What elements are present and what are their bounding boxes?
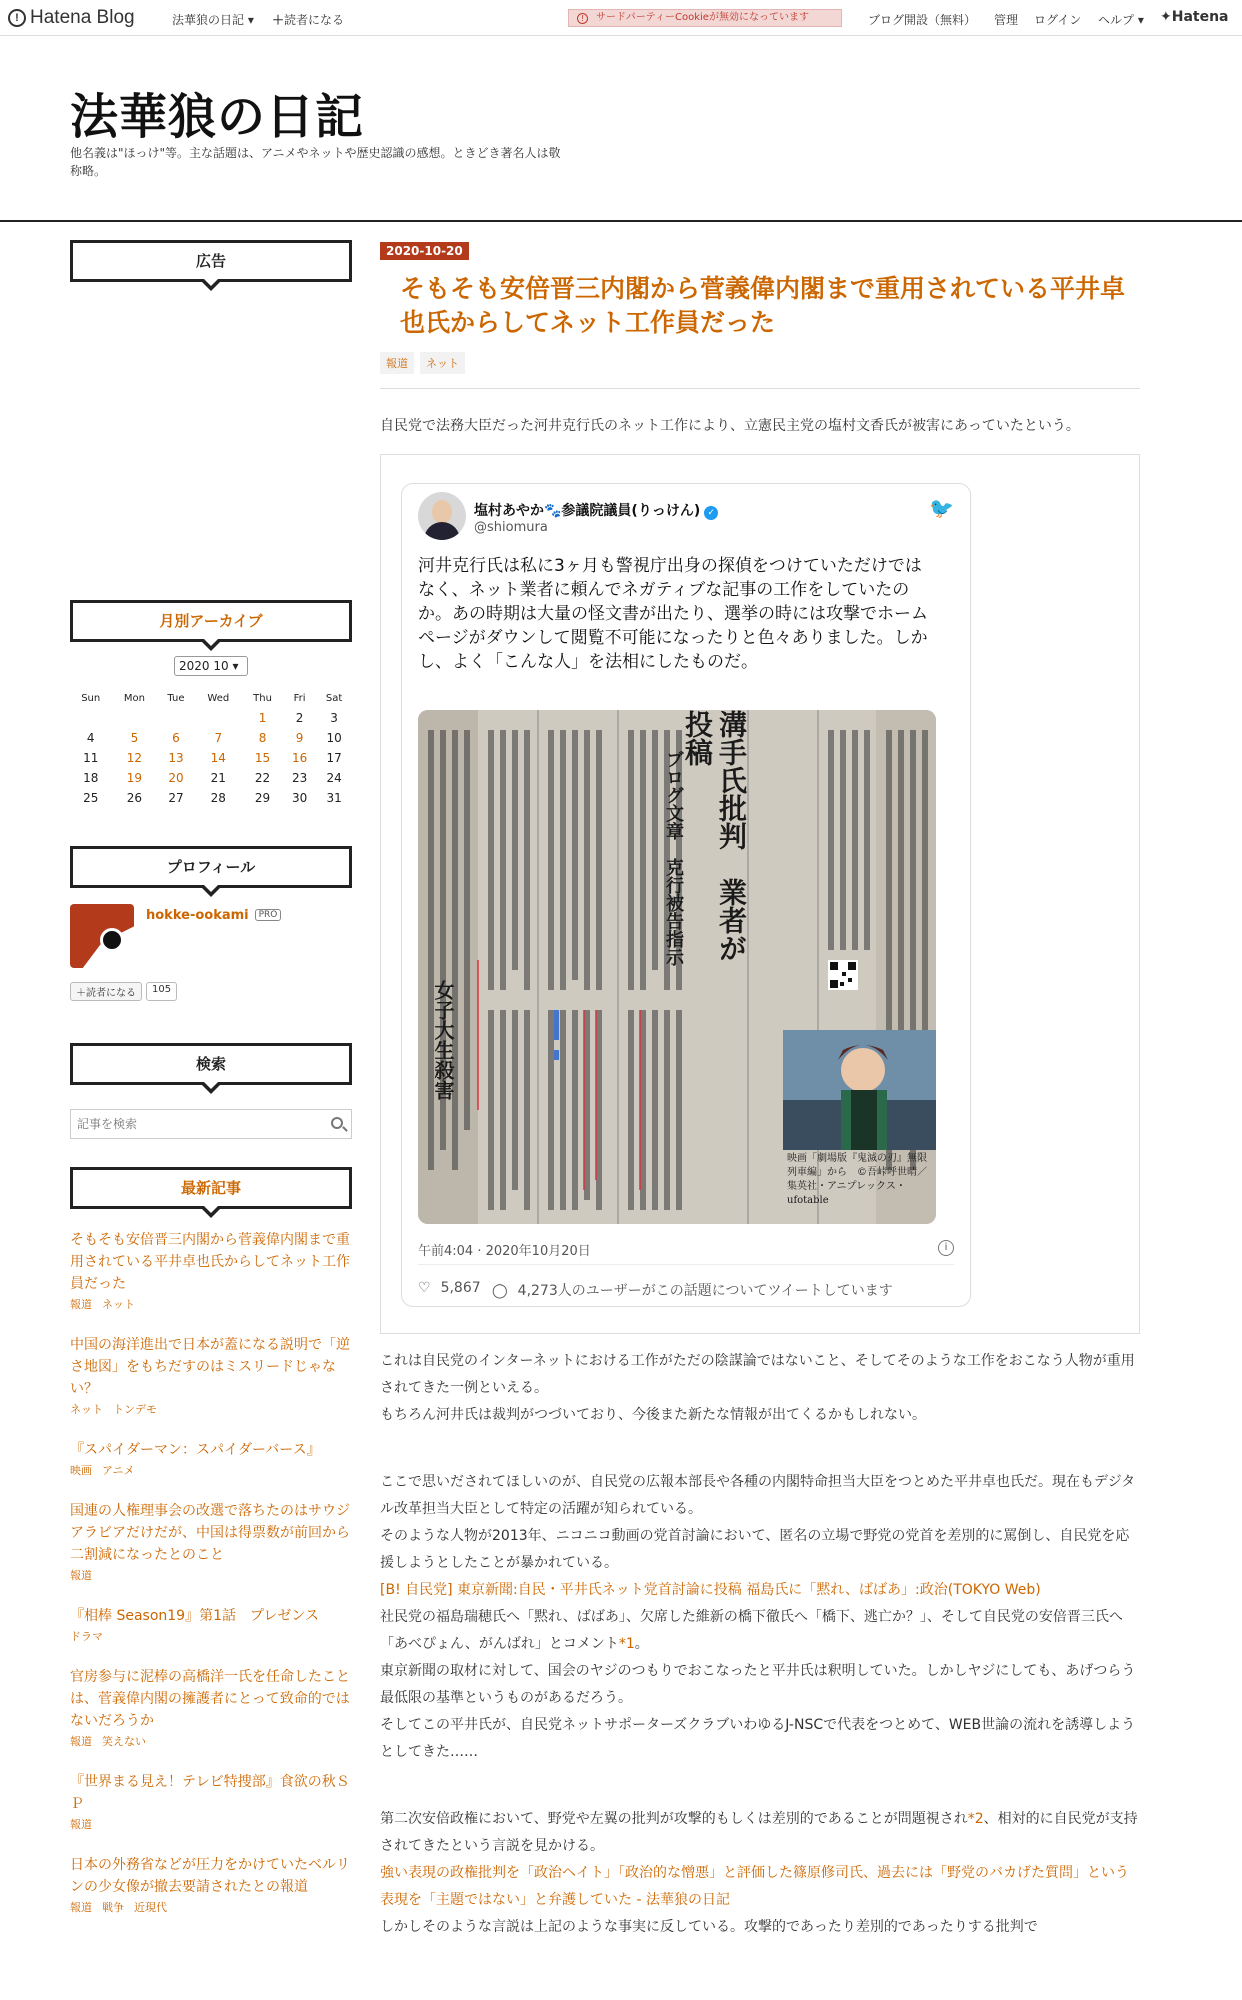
recent-entry-categories: [70, 1816, 352, 1832]
recent-entry-categories: [70, 1401, 352, 1417]
recent-entry-title[interactable]: 『相棒 Season19』第1話 プレゼンス: [70, 1608, 320, 1624]
hatena-logo-icon: ✦: [1160, 9, 1172, 25]
profile-name[interactable]: [146, 908, 281, 923]
category-link[interactable]: 報道: [70, 1298, 92, 1311]
recent-entry: [70, 1229, 352, 1312]
recent-entry-categories: [70, 1628, 352, 1644]
plus-icon: ＋: [76, 988, 86, 999]
post-paragraph-4: [380, 1806, 1140, 1941]
blog-title[interactable]: 法華狼の日記: [70, 89, 365, 145]
calendar-day[interactable]: 6: [172, 731, 180, 745]
calendar-day[interactable]: 9: [295, 731, 304, 745]
tweet-divider: [418, 1264, 954, 1265]
calendar-day[interactable]: 15: [254, 751, 271, 765]
calendar-weekday: Sat: [325, 692, 343, 704]
recent-entry-categories: [70, 1296, 352, 1312]
recent-entry-title[interactable]: 『世界まる見え！テレビ特捜部』食欲の秋ＳＰ: [70, 1774, 350, 1812]
cookie-warning-text: サードパーティーCookieが無効になっています: [596, 12, 809, 23]
category-link[interactable]: 笑えない: [102, 1735, 146, 1748]
post-paragraph-3-line: 東京新聞の取材に対して、国会のヤジのつもりでおこなったと平井氏は釈明していた。しかしヤジにしても、あげつらう最低限の基準というものがあるだろう。: [380, 1663, 1136, 1706]
blog-menu[interactable]: [172, 11, 254, 28]
post-paragraph-3-line: [380, 1604, 1140, 1658]
post-paragraph-3-line: ここで思いだされてほしいのが、自民党の広報本部長や各種の内閣特命担当大臣をつとめた平井卓也氏だ。現在もデジタル改革担当大臣として特定の活躍が知られている。: [380, 1474, 1136, 1517]
calendar-day: 21: [210, 771, 226, 785]
post-paragraph-2-line: これは自民党のインターネットにおける工作がただの陰謀論ではないこと、そしてそのような工作をおこなう人物が重用されてきた一例といえる。: [380, 1353, 1135, 1396]
follower-count[interactable]: 105: [146, 982, 177, 1001]
post-paragraph-3-line: そしてこの平井氏が、自民党ネットサポーターズクラブいわゆるJ-NSCで代表をつとめて、WEB世論の流れを誘導しようとしてきた……: [380, 1717, 1136, 1760]
calendar-day: [70, 708, 111, 728]
recent-entry: [70, 1439, 352, 1478]
calendar-day[interactable]: 7: [214, 731, 223, 745]
category-link[interactable]: ドラマ: [70, 1630, 103, 1643]
speech-bubble-icon: ◯: [492, 1283, 508, 1299]
tweet-like-button[interactable]: [418, 1280, 481, 1296]
login-link[interactable]: ログイン: [1034, 13, 1082, 27]
info-icon[interactable]: i: [938, 1240, 954, 1256]
category-link[interactable]: 報道: [70, 1735, 92, 1748]
recent-module-title[interactable]: 最新記事: [70, 1167, 352, 1209]
calendar-day: 30: [291, 791, 308, 805]
blog-description: 他名義は"ほっけ"等。主な話題は、アニメやネットや歴史認識の感想。ときどき著名人は敬称略。: [70, 146, 561, 178]
recent-entry-categories: [70, 1899, 352, 1915]
search-box: [70, 1109, 352, 1139]
chevron-down-icon: ▾: [247, 13, 254, 27]
recent-entry-title[interactable]: 国連の人権理事会の改選で落ちたのはサウジアラビアだけだが、中国は得票数が前回から二割減になったとのこと: [70, 1503, 350, 1563]
blog-menu-label: 法華狼の日記: [172, 13, 245, 27]
hatena-topbar: [0, 0, 1242, 36]
hatena-blog-logo[interactable]: [8, 7, 135, 29]
help-label: ヘルプ: [1098, 13, 1135, 27]
category-link[interactable]: 報道: [70, 1818, 92, 1831]
calendar-day: [157, 708, 194, 728]
post-paragraph-3-line: そのような人物が2013年、ニコニコ動画の党首討論において、匿名の立場で野党の党首を差別的に罵倒し、自民党を応援しようとしたことが暴かれている。: [380, 1528, 1130, 1571]
cookie-warning: [568, 9, 842, 27]
category-link[interactable]: 報道: [70, 1569, 92, 1582]
hatena-home-link[interactable]: [1160, 9, 1229, 25]
calendar-weekday: Sun: [81, 692, 101, 704]
calendar-day: 10: [326, 731, 342, 745]
calendar-day[interactable]: 12: [126, 751, 143, 765]
calendar-day: 28: [210, 791, 226, 805]
category-link[interactable]: 戦争: [102, 1901, 124, 1914]
warning-icon: !: [577, 13, 588, 24]
footnote-2-link[interactable]: *2: [967, 1811, 984, 1827]
help-menu[interactable]: [1098, 11, 1144, 28]
recent-entry: [70, 1666, 352, 1749]
search-input[interactable]: [71, 1110, 311, 1138]
create-blog-link[interactable]: ブログ開設（無料）: [868, 13, 977, 27]
post-intro: 自民党で法務大臣だった河井克行氏のネット工作により、立憲民主党の塩村文香氏が被害にあっていたという。: [380, 418, 1080, 434]
embedded-tweet-frame: [380, 454, 1140, 1334]
pro-badge: PRO: [255, 909, 282, 921]
post-paragraph-4-text: 、相対的に自民党が支持されてきたという言説を見かける。: [380, 1811, 1138, 1854]
sidebar: [70, 240, 352, 1937]
related-post-link[interactable]: 強い表現の政権批判を「政治ヘイト」「政治的な憎悪」と評価した篠原修司氏、過去には「野党のバカげた質問」という表現を「主題ではない」と弁護していた - 法華狼の日記: [380, 1865, 1129, 1908]
calendar-weekday: Thu: [253, 692, 272, 704]
post-paragraph-3-text: 社民党の福島瑞穂氏へ「黙れ、ばばあ」、欠席した維新の橋下徹氏へ「橋下、逃亡か？」、そして自民党の安倍晋三氏へ「あべぴょん、がんばれ」とコメント: [380, 1609, 1123, 1652]
footnote-1-link[interactable]: *1: [618, 1636, 635, 1652]
hatena-logo-icon: !: [8, 9, 26, 27]
calendar-day: 18: [83, 771, 99, 785]
calendar-weekday: Fri: [293, 692, 306, 704]
calendar-day[interactable]: 1: [258, 711, 267, 725]
calendar-day: 29: [254, 791, 271, 805]
calendar-day: 17: [326, 751, 342, 765]
recent-entry-title[interactable]: 『スパイダーマン：スパイダーバース』: [70, 1442, 321, 1458]
calendar-day: 27: [168, 791, 184, 805]
archive-month-value: 2020 10: [179, 659, 229, 673]
hatena-blog-logo-text: Hatena Blog: [30, 7, 135, 28]
search-icon[interactable]: [331, 1117, 343, 1129]
calendar-week: [70, 708, 352, 728]
calendar-day[interactable]: 20: [168, 771, 184, 785]
divider: [380, 388, 1140, 389]
punctuation: 。: [634, 1636, 649, 1652]
category-tag[interactable]: 報道: [380, 352, 414, 374]
recent-entry: [70, 1500, 352, 1583]
tweet-like-count: 5,867: [440, 1280, 481, 1296]
post-paragraph-4-text: 第二次安倍政権において、野党や左翼の批判が攻撃的もしくは差別的であることが問題視され: [380, 1811, 968, 1827]
recent-entry: [70, 1854, 352, 1915]
archive-calendar: [70, 688, 352, 808]
tweet-author-name-text: 塩村あやか🐾参議院議員(りっけん): [474, 503, 701, 519]
calendar-day: 11: [83, 751, 99, 765]
archive-month-select[interactable]: [174, 656, 248, 676]
calendar-week: [70, 768, 352, 788]
hatena-bookmark-link[interactable]: [B! 自民党] 東京新聞:自民・平井氏ネット党首討論に投稿 福島氏に「黙れ、ばばあ」:政治(TOKYO Web): [380, 1582, 1041, 1598]
calendar-day: 23: [291, 771, 308, 785]
post-categories: [380, 352, 1140, 374]
category-link[interactable]: 映画: [70, 1464, 92, 1477]
tweet-handle[interactable]: @shiomura: [474, 520, 548, 535]
newspaper-caption: 映画「劇場版『鬼滅の刃』無限列車編」から ©吾峠呼世晴／集英社・アニプレックス・ufotable: [787, 1153, 927, 1206]
category-link[interactable]: ネット: [102, 1298, 135, 1311]
tweet-newspaper-image[interactable]: [418, 710, 936, 1224]
calendar-day: [195, 708, 242, 728]
profile: [70, 904, 352, 968]
post-paragraph-3: [380, 1469, 1140, 1766]
calendar-day: 25: [83, 791, 99, 805]
calendar-day: 26: [126, 791, 143, 805]
category-link[interactable]: ネット: [70, 1403, 103, 1416]
category-tag[interactable]: ネット: [420, 352, 465, 374]
calendar-day[interactable]: 13: [168, 751, 184, 765]
calendar-week: [70, 728, 352, 748]
recent-entry-title[interactable]: そもそも安倍晋三内閣から菅義偉内閣まで重用されている平井卓也氏からしてネット工作員だった: [70, 1232, 350, 1292]
embedded-tweet[interactable]: [401, 483, 971, 1307]
calendar-day[interactable]: 5: [130, 731, 139, 745]
calendar-day: 24: [326, 771, 342, 785]
main-content: [380, 240, 1140, 1941]
blog-header: [0, 36, 1242, 222]
calendar-day: 3: [330, 711, 338, 725]
post-paragraph-2-line: もちろん河井氏は裁判がつづいており、今後また新たな情報が出てくるかもしれない。: [380, 1407, 926, 1423]
heart-icon: ♡: [418, 1280, 431, 1296]
recent-entry-categories: [70, 1567, 352, 1583]
calendar-day: 2: [295, 711, 304, 725]
calendar-day: 22: [254, 771, 271, 785]
recent-entry-title[interactable]: 日本の外務省などが圧力をかけていたベルリンの少女像が撤去要請されたとの報道: [70, 1857, 350, 1895]
recent-entry-title[interactable]: 中国の海洋進出で日本が蓋になる説明で「逆さ地図」をもちだすのはミスリードじゃない？: [70, 1337, 350, 1397]
chevron-down-icon: ▾: [232, 659, 239, 673]
calendar-day[interactable]: 8: [258, 731, 267, 745]
tweet-avatar[interactable]: [418, 492, 466, 540]
newspaper-headline: 溝手氏批判 業者が投稿: [681, 710, 748, 962]
ad-space: [70, 282, 352, 600]
plus-icon: ＋: [272, 13, 285, 27]
recent-entry-categories: [70, 1733, 352, 1749]
profile-name-text: hokke-ookami: [146, 908, 249, 923]
tweet-conversation-link[interactable]: [492, 1280, 893, 1300]
recent-entry: [70, 1334, 352, 1417]
tweet-timestamp[interactable]: 午前4:04 · 2020年10月20日: [418, 1244, 591, 1259]
archive-module-title[interactable]: 月別アーカイブ: [70, 600, 352, 642]
recent-entry-categories: [70, 1462, 352, 1478]
post-paragraph-4-line: しかしそのような言説は上記のような事実に反している。攻撃的であったり差別的であったりする批判で: [380, 1919, 1038, 1935]
calendar-day[interactable]: 16: [291, 751, 308, 765]
calendar-weekday: Tue: [167, 692, 185, 704]
calendar-day: 31: [326, 791, 342, 805]
recent-entry: [70, 1771, 352, 1832]
calendar-week: [70, 748, 352, 768]
recent-entry: [70, 1605, 352, 1644]
hatena-label: Hatena: [1171, 9, 1229, 25]
category-link[interactable]: アニメ: [102, 1464, 135, 1477]
follow-label: 読者になる: [86, 988, 136, 999]
calendar-week: [70, 788, 352, 808]
manage-link[interactable]: 管理: [994, 13, 1019, 27]
search-module-title: 検索: [70, 1043, 352, 1085]
category-link[interactable]: トンデモ: [113, 1403, 157, 1416]
post-paragraph-2: [380, 1348, 1140, 1429]
calendar-day[interactable]: 19: [126, 771, 143, 785]
category-link[interactable]: 報道: [70, 1901, 92, 1914]
follow-button[interactable]: [70, 982, 142, 1001]
post-title[interactable]: そもそも安倍晋三内閣から菅義偉内閣まで重用されている平井卓也氏からしてネット工作員だった: [400, 274, 1126, 337]
tweet-text: 河井克行氏は私に3ヶ月も警視庁出身の探偵をつけていただけではなく、ネット業者に頼んでネガティブな記事の工作をしていたのか。あの時期は大量の怪文書が出たり、選挙の時には攻撃でホームページがダウンして閲覧不可能になったりと色々ありました。しかし、よく「こんな人」を法相にしたものだ。: [418, 556, 928, 672]
profile-module-title: プロフィール: [70, 846, 352, 888]
avatar[interactable]: [70, 904, 134, 968]
post-date[interactable]: 2020-10-20: [380, 242, 469, 260]
category-link[interactable]: 近現代: [134, 1901, 167, 1914]
subscribe-label: 読者になる: [284, 13, 345, 27]
recent-entry-title[interactable]: 官房参与に泥棒の高橋洋一氏を任命したことは、菅義偉内閣の擁護者にとって致命的ではないだろうか: [70, 1669, 350, 1729]
newspaper-subheadline: ブログ文章 克行被告指示: [663, 750, 684, 966]
subscribe-link[interactable]: [272, 11, 344, 28]
verified-icon: ✓: [704, 506, 718, 520]
chevron-down-icon: ▾: [1137, 13, 1144, 27]
follow-row: [70, 982, 352, 1001]
tweet-conversation-text: 4,273人のユーザーがこの話題についてツイートしています: [517, 1283, 893, 1299]
recent-list: [70, 1229, 352, 1915]
post-paragraph-4-line: [380, 1806, 1140, 1860]
twitter-bird-icon[interactable]: 🐦: [929, 496, 954, 520]
ad-module-title: 広告: [70, 240, 352, 282]
tweet-author-name[interactable]: [474, 500, 718, 520]
newspaper-side-headline: 女子大生殺害: [431, 980, 455, 1100]
calendar-day: 4: [86, 731, 95, 745]
calendar-day: [111, 708, 157, 728]
calendar-day[interactable]: 14: [210, 751, 226, 765]
calendar-weekday: Mon: [123, 692, 145, 704]
calendar-weekday: Wed: [207, 692, 230, 704]
